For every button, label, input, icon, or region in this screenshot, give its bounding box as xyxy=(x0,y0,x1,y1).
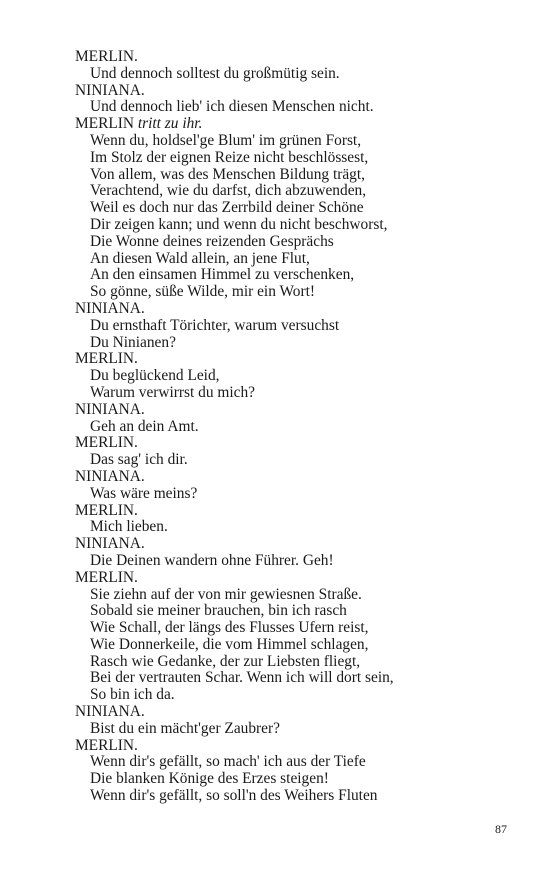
verse-line xyxy=(75,519,515,536)
verse-text: Du ernsthaft Törichter, warum versuchst xyxy=(90,316,340,334)
verse-text: An diesen Wald allein, an jene Flut, xyxy=(90,249,310,267)
verse-line xyxy=(75,670,515,687)
verse-text: Dir zeigen kann; und wenn du nicht beschworst, xyxy=(90,215,388,233)
verse-text: Mich lieben. xyxy=(90,518,168,536)
speaker-name xyxy=(75,435,515,452)
verse-text: Geh an dein Amt. xyxy=(90,417,199,435)
verse-line xyxy=(75,687,515,704)
verse-line xyxy=(75,654,515,671)
verse-line xyxy=(75,419,515,436)
verse-line xyxy=(75,620,515,637)
verse-text: Du Ninianen? xyxy=(90,333,176,351)
verse-text: Verachtend, wie du darfst, dich abzuwenden, xyxy=(90,182,367,200)
verse-text: Und dennoch solltest du großmütig sein. xyxy=(90,64,340,82)
speaker-label: MERLIN. xyxy=(75,568,138,586)
verse-line xyxy=(75,721,515,738)
verse-text: So gönne, süße Wilde, mir ein Wort! xyxy=(90,283,315,301)
verse-line xyxy=(75,217,515,234)
verse-text: An den einsamen Himmel zu verschenken, xyxy=(90,266,355,284)
verse-line xyxy=(75,637,515,654)
verse-text: Wenn dir's gefällt, so soll'n des Weihers Fluten xyxy=(90,787,378,805)
verse-text: Bist du ein mächt'ger Zaubrer? xyxy=(90,719,280,737)
verse-line xyxy=(75,150,515,167)
speaker-name xyxy=(75,49,515,66)
verse-line xyxy=(75,553,515,570)
verse-text: Bei der vertrauten Schar. Wenn ich will dort sein, xyxy=(90,669,394,687)
speaker-name xyxy=(75,116,515,133)
verse-line xyxy=(75,133,515,150)
verse-line xyxy=(75,385,515,402)
verse-line xyxy=(75,251,515,268)
speaker-label: MERLIN. xyxy=(75,736,138,754)
page-text xyxy=(75,49,515,805)
verse-line xyxy=(75,587,515,604)
verse-text: Weil es doch nur das Zerrbild deiner Schöne xyxy=(90,199,364,217)
verse-line xyxy=(75,452,515,469)
page-number: 87 xyxy=(495,822,507,836)
verse-line xyxy=(75,267,515,284)
verse-text: Von allem, was des Menschen Bildung trägt, xyxy=(90,165,365,183)
verse-text: Wenn dir's gefällt, so mach' ich aus der Tiefe xyxy=(90,753,366,771)
verse-text: Wenn du, holdsel'ge Blum' im grünen Forst, xyxy=(90,131,362,149)
verse-line xyxy=(75,603,515,620)
verse-text: Warum verwirrst du mich? xyxy=(90,383,256,401)
verse-line xyxy=(75,486,515,503)
speaker-label: NINIANA. xyxy=(75,535,145,553)
verse-line xyxy=(75,368,515,385)
speaker-name xyxy=(75,301,515,318)
verse-text: Wie Donnerkeile, die vom Himmel schlagen, xyxy=(90,635,369,653)
verse-line xyxy=(75,335,515,352)
verse-text: Im Stolz der eignen Reize nicht beschlössest, xyxy=(90,148,369,166)
verse-text: Die blanken Könige des Erzes steigen! xyxy=(90,770,329,788)
speaker-label: MERLIN. xyxy=(75,350,138,368)
speaker-label: MERLIN. xyxy=(75,434,138,452)
speaker-name xyxy=(75,402,515,419)
verse-line xyxy=(75,200,515,217)
speaker-name xyxy=(75,738,515,755)
verse-text: Sie ziehn auf der von mir gewiesnen Straße. xyxy=(90,585,362,603)
verse-line xyxy=(75,754,515,771)
verse-text: Was wäre meins? xyxy=(90,484,198,502)
speaker-label: NINIANA. xyxy=(75,467,145,485)
verse-line xyxy=(75,183,515,200)
verse-line xyxy=(75,284,515,301)
verse-text: Du beglückend Leid, xyxy=(90,367,220,385)
verse-text: Und dennoch lieb' ich diesen Menschen nicht. xyxy=(90,98,374,116)
speaker-name xyxy=(75,83,515,100)
speaker-name xyxy=(75,704,515,721)
verse-text: Das sag' ich dir. xyxy=(90,451,188,469)
verse-line xyxy=(75,771,515,788)
speaker-label: MERLIN. xyxy=(75,48,138,65)
verse-line xyxy=(75,99,515,116)
speaker-label: MERLIN xyxy=(75,115,134,133)
speaker-label: NINIANA. xyxy=(75,703,145,721)
stage-direction: tritt zu ihr. xyxy=(137,115,203,133)
speaker-label: NINIANA. xyxy=(75,81,145,99)
verse-text: Die Wonne deines reizenden Gesprächs xyxy=(90,232,334,250)
verse-text: So bin ich da. xyxy=(90,686,175,704)
speaker-name xyxy=(75,536,515,553)
speaker-label: NINIANA. xyxy=(75,400,145,418)
speaker-name xyxy=(75,570,515,587)
verse-text: Rasch wie Gedanke, der zur Liebsten fliegt, xyxy=(90,652,361,670)
verse-line xyxy=(75,234,515,251)
verse-text: Sobald sie meiner brauchen, bin ich rasch xyxy=(90,602,347,620)
speaker-label: NINIANA. xyxy=(75,299,145,317)
speaker-name xyxy=(75,503,515,520)
verse-text: Wie Schall, der längs des Flusses Ufern reist, xyxy=(90,619,369,637)
speaker-label: MERLIN. xyxy=(75,501,138,519)
verse-line xyxy=(75,66,515,83)
verse-line xyxy=(75,788,515,805)
speaker-name xyxy=(75,351,515,368)
speaker-name xyxy=(75,469,515,486)
verse-text: Die Deinen wandern ohne Führer. Geh! xyxy=(90,551,334,569)
verse-line xyxy=(75,167,515,184)
verse-line xyxy=(75,318,515,335)
